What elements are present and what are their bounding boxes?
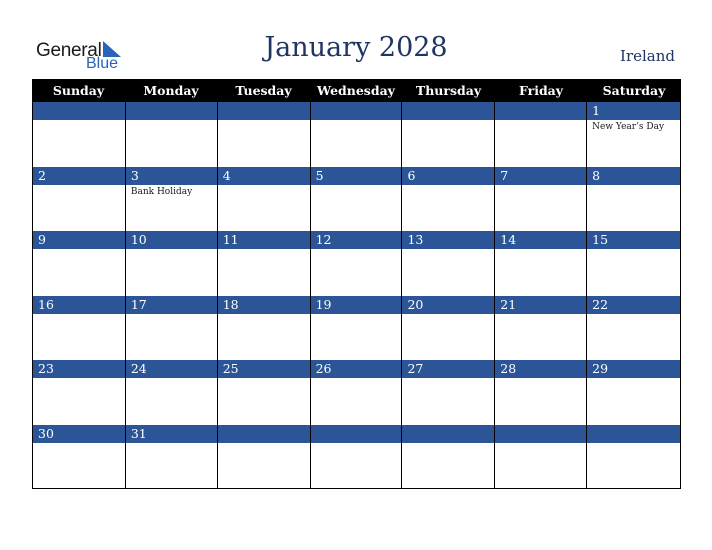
- day-number: 7: [495, 167, 586, 185]
- day-cell[interactable]: [217, 296, 310, 361]
- day-cell[interactable]: [310, 231, 402, 296]
- day-cell[interactable]: [32, 425, 125, 490]
- weekday-header-row: [32, 79, 680, 102]
- day-number: 17: [126, 296, 217, 314]
- day-number: [218, 425, 310, 443]
- logo-general-text: General: [36, 40, 102, 61]
- day-cell[interactable]: [401, 296, 494, 361]
- day-number: [126, 102, 217, 120]
- week-row: [32, 360, 680, 425]
- calendar-weeks: [32, 102, 680, 489]
- day-cell[interactable]: [401, 102, 494, 167]
- country-label: Ireland: [620, 47, 675, 65]
- day-number: [33, 102, 125, 120]
- day-cell[interactable]: [586, 425, 680, 490]
- weekday-header-sunday: Sunday: [52, 83, 105, 98]
- day-cell[interactable]: [125, 167, 217, 232]
- day-number: 11: [218, 231, 310, 249]
- day-cell[interactable]: [217, 425, 310, 490]
- day-cell[interactable]: [586, 231, 680, 296]
- weekday-header-tuesday: Tuesday: [235, 83, 292, 98]
- day-cell[interactable]: [32, 296, 125, 361]
- day-cell[interactable]: [125, 231, 217, 296]
- day-number: 14: [495, 231, 586, 249]
- day-number: 22: [587, 296, 680, 314]
- day-number: 8: [587, 167, 680, 185]
- day-cell[interactable]: [586, 360, 680, 425]
- day-number: 3: [126, 167, 217, 185]
- day-cell[interactable]: [586, 102, 680, 167]
- day-number: [402, 102, 494, 120]
- week-row: [32, 167, 680, 232]
- day-number: 16: [33, 296, 125, 314]
- day-number: 23: [33, 360, 125, 378]
- day-cell[interactable]: [401, 167, 494, 232]
- week-row: [32, 425, 680, 490]
- day-cell[interactable]: [217, 231, 310, 296]
- day-number: 25: [218, 360, 310, 378]
- calendar-grid: [32, 79, 681, 489]
- day-number: 13: [402, 231, 494, 249]
- day-number: [311, 425, 402, 443]
- day-number: [587, 425, 680, 443]
- logo-blue-text: Blue: [86, 55, 119, 72]
- day-cell[interactable]: [125, 360, 217, 425]
- day-cell[interactable]: [125, 102, 217, 167]
- day-cell[interactable]: [310, 425, 402, 490]
- day-number: 21: [495, 296, 586, 314]
- day-number: 27: [402, 360, 494, 378]
- day-cell[interactable]: [310, 296, 402, 361]
- day-cell[interactable]: [310, 167, 402, 232]
- day-number: 28: [495, 360, 586, 378]
- weekday-header-thursday: Thursday: [415, 83, 482, 98]
- day-number: 12: [311, 231, 402, 249]
- day-cell[interactable]: [217, 360, 310, 425]
- day-cell[interactable]: [32, 231, 125, 296]
- day-cell[interactable]: [494, 167, 586, 232]
- day-number: 15: [587, 231, 680, 249]
- week-row: [32, 231, 680, 296]
- day-number: 9: [33, 231, 125, 249]
- holiday-label: Bank Holiday: [130, 186, 193, 197]
- day-number: [311, 102, 402, 120]
- day-cell[interactable]: [217, 102, 310, 167]
- weekday-header-wednesday: Wednesday: [317, 83, 395, 98]
- day-number: [218, 102, 310, 120]
- day-number: 20: [402, 296, 494, 314]
- weekday-header-monday: Monday: [143, 83, 199, 98]
- week-row: [32, 102, 680, 167]
- day-cell[interactable]: [217, 167, 310, 232]
- day-number: 1: [587, 102, 680, 120]
- day-number: [495, 102, 586, 120]
- day-cell[interactable]: [310, 102, 402, 167]
- day-number: 30: [33, 425, 125, 443]
- day-cell[interactable]: [32, 360, 125, 425]
- day-cell[interactable]: [586, 296, 680, 361]
- day-number: 29: [587, 360, 680, 378]
- day-cell[interactable]: [32, 102, 125, 167]
- week-row: [32, 296, 680, 361]
- day-cell[interactable]: [494, 425, 586, 490]
- day-cell[interactable]: [310, 360, 402, 425]
- day-cell[interactable]: [586, 167, 680, 232]
- day-number: 26: [311, 360, 402, 378]
- day-cell[interactable]: [494, 231, 586, 296]
- day-cell[interactable]: [125, 425, 217, 490]
- day-number: [495, 425, 586, 443]
- holiday-label: New Year’s Day: [592, 122, 665, 132]
- calendar-title: January 2028: [264, 32, 448, 63]
- day-cell[interactable]: [125, 296, 217, 361]
- day-cell[interactable]: [401, 231, 494, 296]
- day-number: 24: [126, 360, 217, 378]
- day-number: 10: [126, 231, 217, 249]
- day-cell[interactable]: [494, 102, 586, 167]
- day-number: 19: [311, 296, 402, 314]
- day-number: 5: [311, 167, 402, 185]
- day-number: 31: [126, 425, 217, 443]
- day-cell[interactable]: [494, 360, 586, 425]
- day-cell[interactable]: [494, 296, 586, 361]
- weekday-header-friday: Friday: [518, 83, 564, 98]
- day-number: [402, 425, 494, 443]
- day-cell[interactable]: [32, 167, 125, 232]
- day-number: 2: [33, 167, 125, 185]
- day-number: 6: [402, 167, 494, 185]
- day-number: 18: [218, 296, 310, 314]
- day-number: 4: [218, 167, 310, 185]
- day-cell[interactable]: [401, 360, 494, 425]
- day-cell[interactable]: [401, 425, 494, 490]
- weekday-header-saturday: Saturday: [602, 83, 666, 98]
